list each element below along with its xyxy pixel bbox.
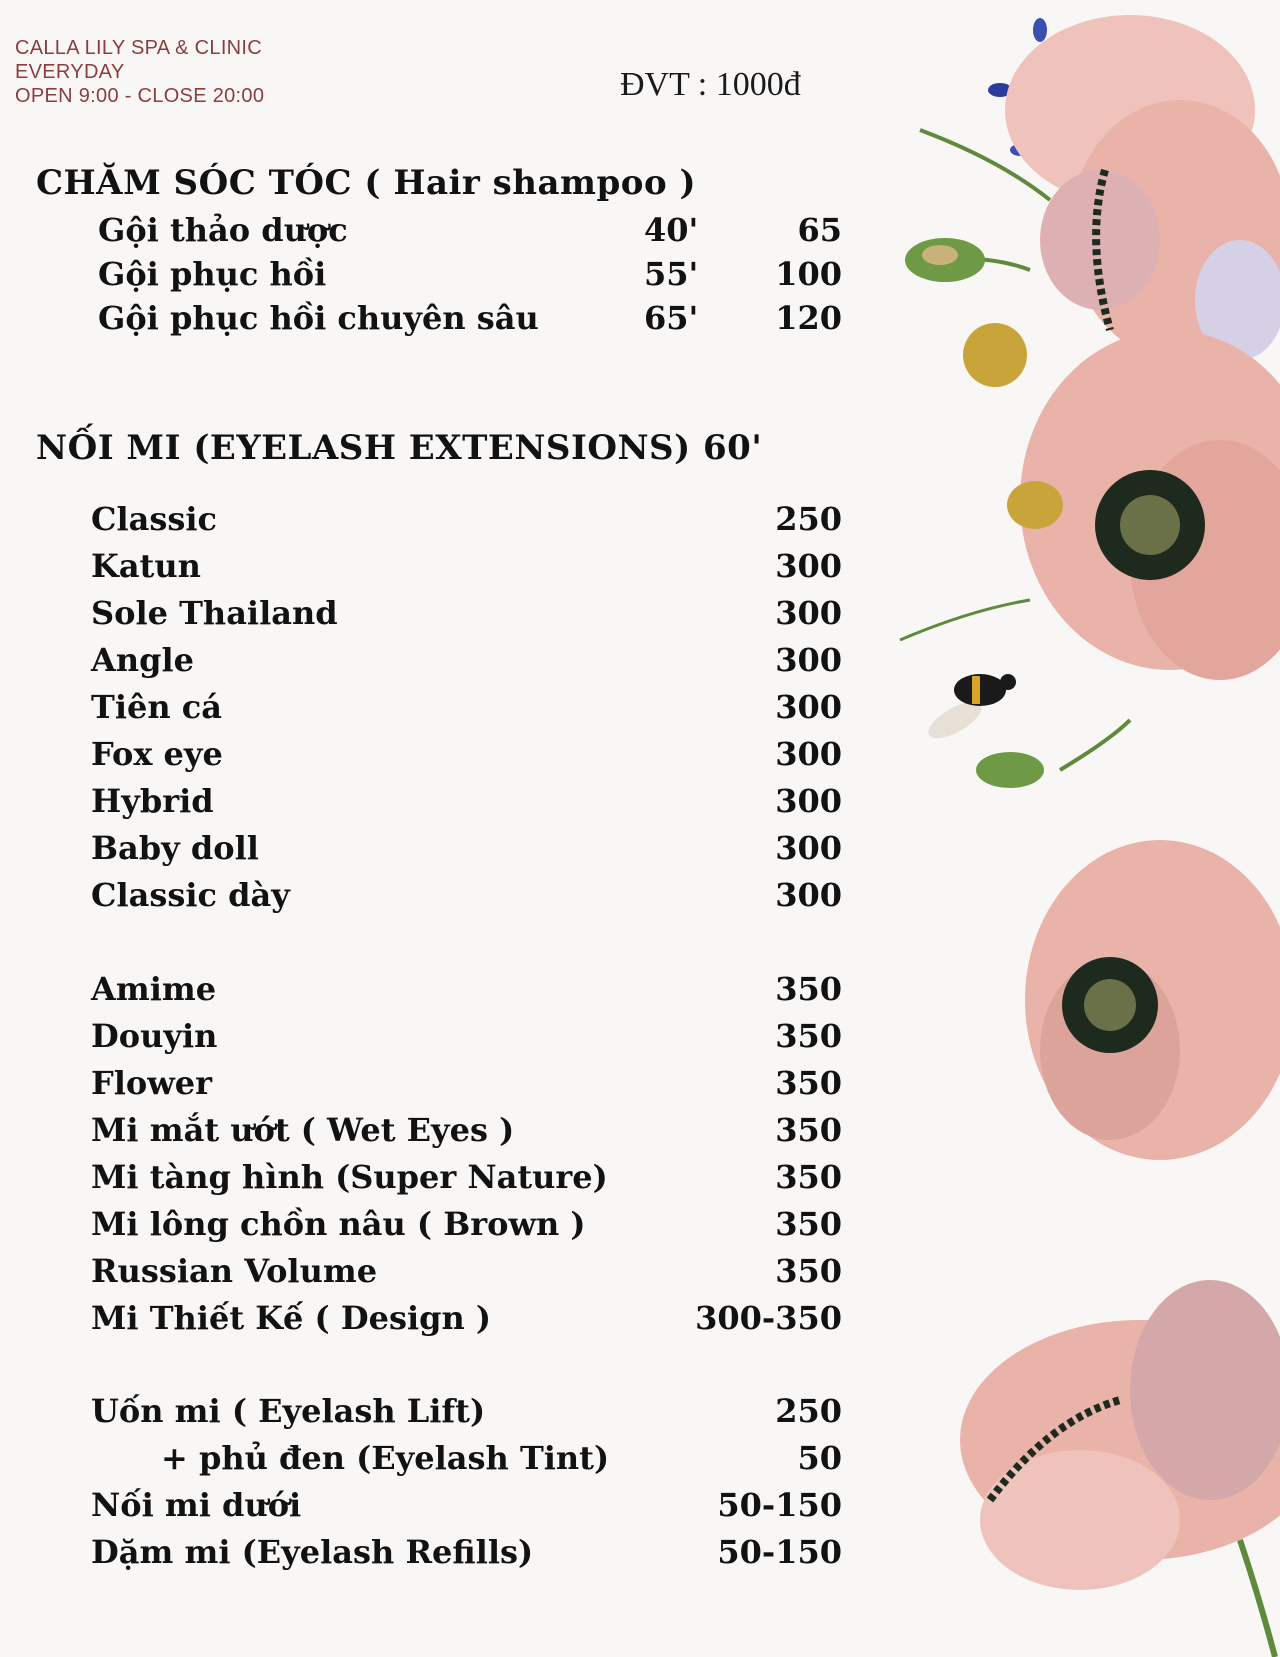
open-days: EVERYDAY [15, 61, 125, 83]
lash-section-title: NỐI MI (EYELASH EXTENSIONS) 60' [36, 428, 763, 468]
menu-row [91, 1017, 842, 1057]
menu-row [91, 1064, 842, 1104]
menu-row [91, 688, 842, 728]
service-name: Katun [91, 547, 201, 585]
menu-row [98, 255, 842, 295]
service-price: 100 [775, 255, 842, 293]
service-price: 350 [775, 1158, 842, 1196]
menu-row [91, 970, 842, 1010]
service-name: Gội phục hồi chuyên sâu [98, 299, 539, 337]
menu-row [91, 1205, 842, 1245]
menu-row [91, 641, 842, 681]
bud-icon [976, 752, 1044, 788]
service-price: 300 [775, 876, 842, 914]
service-name: Hybrid [91, 782, 214, 820]
service-price: 350 [775, 1205, 842, 1243]
menu-row [98, 299, 842, 339]
service-name: Nối mi dưới [91, 1486, 302, 1524]
menu-row [91, 782, 842, 822]
service-price: 300 [775, 782, 842, 820]
service-name: Russian Volume [91, 1252, 378, 1290]
menu-row [91, 1486, 842, 1526]
service-price: 350 [775, 1252, 842, 1290]
service-price: 300 [775, 547, 842, 585]
opening-hours: OPEN 9:00 - CLOSE 20:00 [15, 85, 265, 107]
bud-icon [1007, 481, 1063, 529]
menu-row [91, 547, 842, 587]
bud-icon [963, 323, 1027, 387]
service-price: 250 [775, 500, 842, 538]
service-name: Classic [91, 500, 218, 538]
service-price: 50-150 [717, 1533, 842, 1571]
service-price: 350 [775, 1017, 842, 1055]
service-name: Fox eye [91, 735, 223, 773]
service-price: 300 [775, 735, 842, 773]
menu-row [91, 1158, 842, 1198]
service-name: Mi Thiết Kế ( Design ) [91, 1299, 492, 1337]
menu-row [91, 500, 842, 540]
bud-icon [905, 238, 985, 282]
service-price: 300 [775, 829, 842, 867]
service-price: 300-350 [695, 1299, 842, 1337]
bee-icon [923, 674, 1016, 745]
service-price: 300 [775, 594, 842, 632]
service-price: 250 [775, 1392, 842, 1430]
service-name: Classic dày [91, 876, 290, 914]
spa-header [15, 36, 264, 108]
poppy-flower-icon [960, 1280, 1280, 1590]
menu-row [91, 876, 842, 916]
service-name: Angle [91, 641, 194, 679]
service-price: 350 [775, 1064, 842, 1102]
spa-name: CALLA LILY SPA & CLINIC [15, 37, 263, 59]
service-name: Gội thảo dược [98, 211, 348, 249]
service-price: 50-150 [717, 1486, 842, 1524]
menu-row [91, 829, 842, 869]
menu-row [91, 1533, 842, 1573]
service-name: Mi mắt ướt ( Wet Eyes ) [91, 1111, 515, 1149]
service-name: Mi lông chồn nâu ( Brown ) [91, 1205, 586, 1243]
service-price: 300 [775, 641, 842, 679]
service-name: Uốn mi ( Eyelash Lift) [91, 1392, 486, 1430]
menu-row [91, 1299, 842, 1339]
service-name: Amime [91, 970, 217, 1008]
service-name: Tiên cá [91, 688, 222, 726]
service-name: Mi tàng hình (Super Nature) [91, 1158, 608, 1196]
service-name: Gội phục hồi [98, 255, 327, 293]
service-price: 120 [775, 299, 842, 337]
service-price: 350 [775, 970, 842, 1008]
menu-row [91, 1252, 842, 1292]
hair-section-title: CHĂM SÓC TÓC ( Hair shampoo ) [36, 163, 697, 203]
menu-row [91, 594, 842, 634]
service-name: Dặm mi (Eyelash Refills) [91, 1533, 534, 1571]
unit-note: ĐVT : 1000đ [620, 66, 801, 103]
service-duration: 65' [644, 299, 699, 337]
menu-row [91, 1392, 842, 1432]
service-price: 350 [775, 1111, 842, 1149]
service-price: 65 [797, 211, 842, 249]
service-name: + phủ đen (Eyelash Tint) [161, 1439, 610, 1477]
service-price: 50 [797, 1439, 842, 1477]
service-name: Baby doll [91, 829, 259, 867]
service-name: Flower [91, 1064, 212, 1102]
menu-row [91, 1111, 842, 1151]
menu-row [98, 211, 842, 251]
service-price: 300 [775, 688, 842, 726]
service-name: Sole Thailand [91, 594, 338, 632]
floral-decoration [880, 0, 1280, 1657]
service-duration: 40' [644, 211, 699, 249]
menu-row [91, 735, 842, 775]
service-duration: 55' [644, 255, 699, 293]
poppy-flower-icon [1005, 15, 1280, 360]
poppy-flower-icon [1025, 840, 1280, 1160]
service-name: Douyin [91, 1017, 218, 1055]
menu-row [91, 1439, 842, 1479]
